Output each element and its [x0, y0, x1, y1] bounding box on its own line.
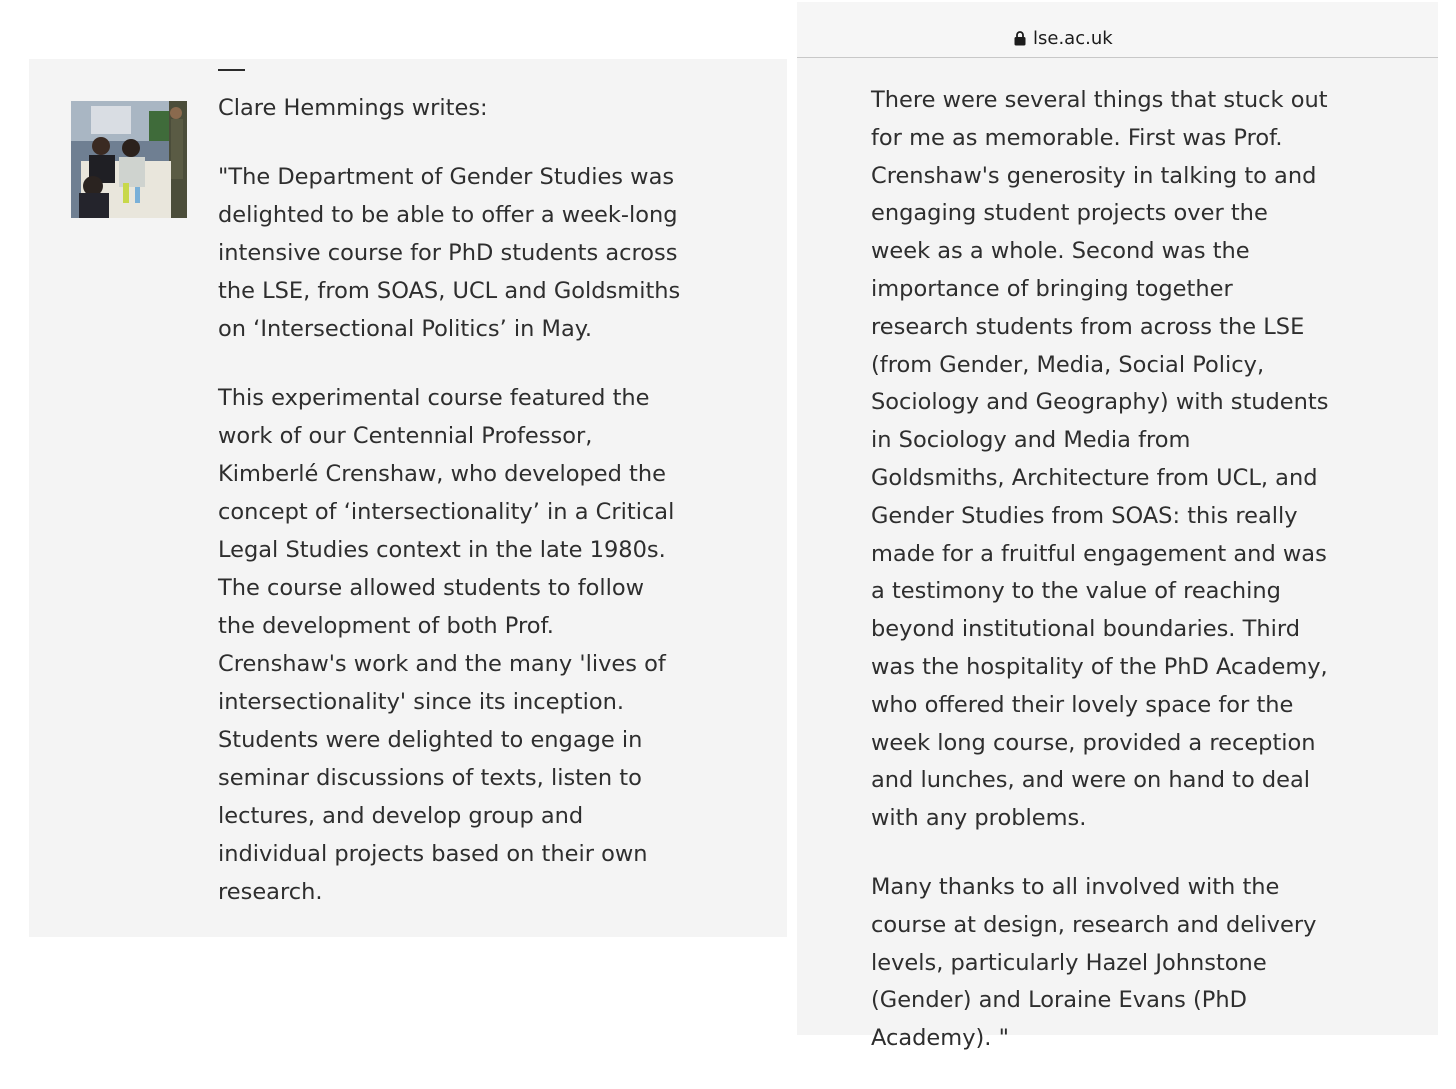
left-article-panel [29, 59, 787, 937]
article-photo [71, 101, 187, 218]
url-text: lse.ac.uk [1033, 28, 1113, 49]
address-bar[interactable] [797, 2, 1438, 58]
right-article-text [871, 82, 1331, 1089]
left-article-text [218, 89, 688, 942]
author-line: Clare Hemmings writes: [218, 95, 488, 121]
lock-icon [1014, 31, 1026, 46]
paragraph: This experimental course featured the work of our Centennial Professor, Kimberlé Crenshaw, who developed the concept of ‘intersectionality’ in a Critical Legal Studies context in the late 1980s. The course allowed students to follow the development of both Prof. Crenshaw's work and the many 'lives of intersectionality' since its inception. Students were delighted to engage in seminar discussions of texts, listen to lectures, and develop group and individual projects based on their own research. [218, 385, 675, 905]
photo-image [71, 101, 187, 218]
paragraph: Many thanks to all involved with the course at design, research and delivery levels, particularly Hazel Johnstone (Gender) and Loraine Evans (PhD Academy). " [871, 873, 1317, 1052]
right-browser-panel [797, 2, 1438, 1052]
paragraph: "The Department of Gender Studies was delighted to be able to offer a week-long intensive course for PhD students across the LSE, from SOAS, UCL and Goldsmiths on ‘Intersectional Politics’ in May. [218, 164, 681, 342]
url-display[interactable] [1014, 28, 1113, 49]
paragraph: There were several things that stuck out for me as memorable. First was Prof. Crenshaw's generosity in talking to and engaging student projects over the week as a whole. Second was the importance of bringing together research students from across the LSE (from Gender, Media, Social Policy, Sociology and Geography) with students in Sociology and Media from Goldsmiths, Architecture from UCL, and Gender Studies from SOAS: this really made for a fruitful engagement and was a testimony to the value of reaching beyond institutional boundaries. Third was the hospitality of the PhD Academy, who offered their lovely space for the week long course, provided a reception and lunches, and were on hand to deal with any problems. [871, 87, 1329, 832]
separator-dash [218, 69, 245, 71]
